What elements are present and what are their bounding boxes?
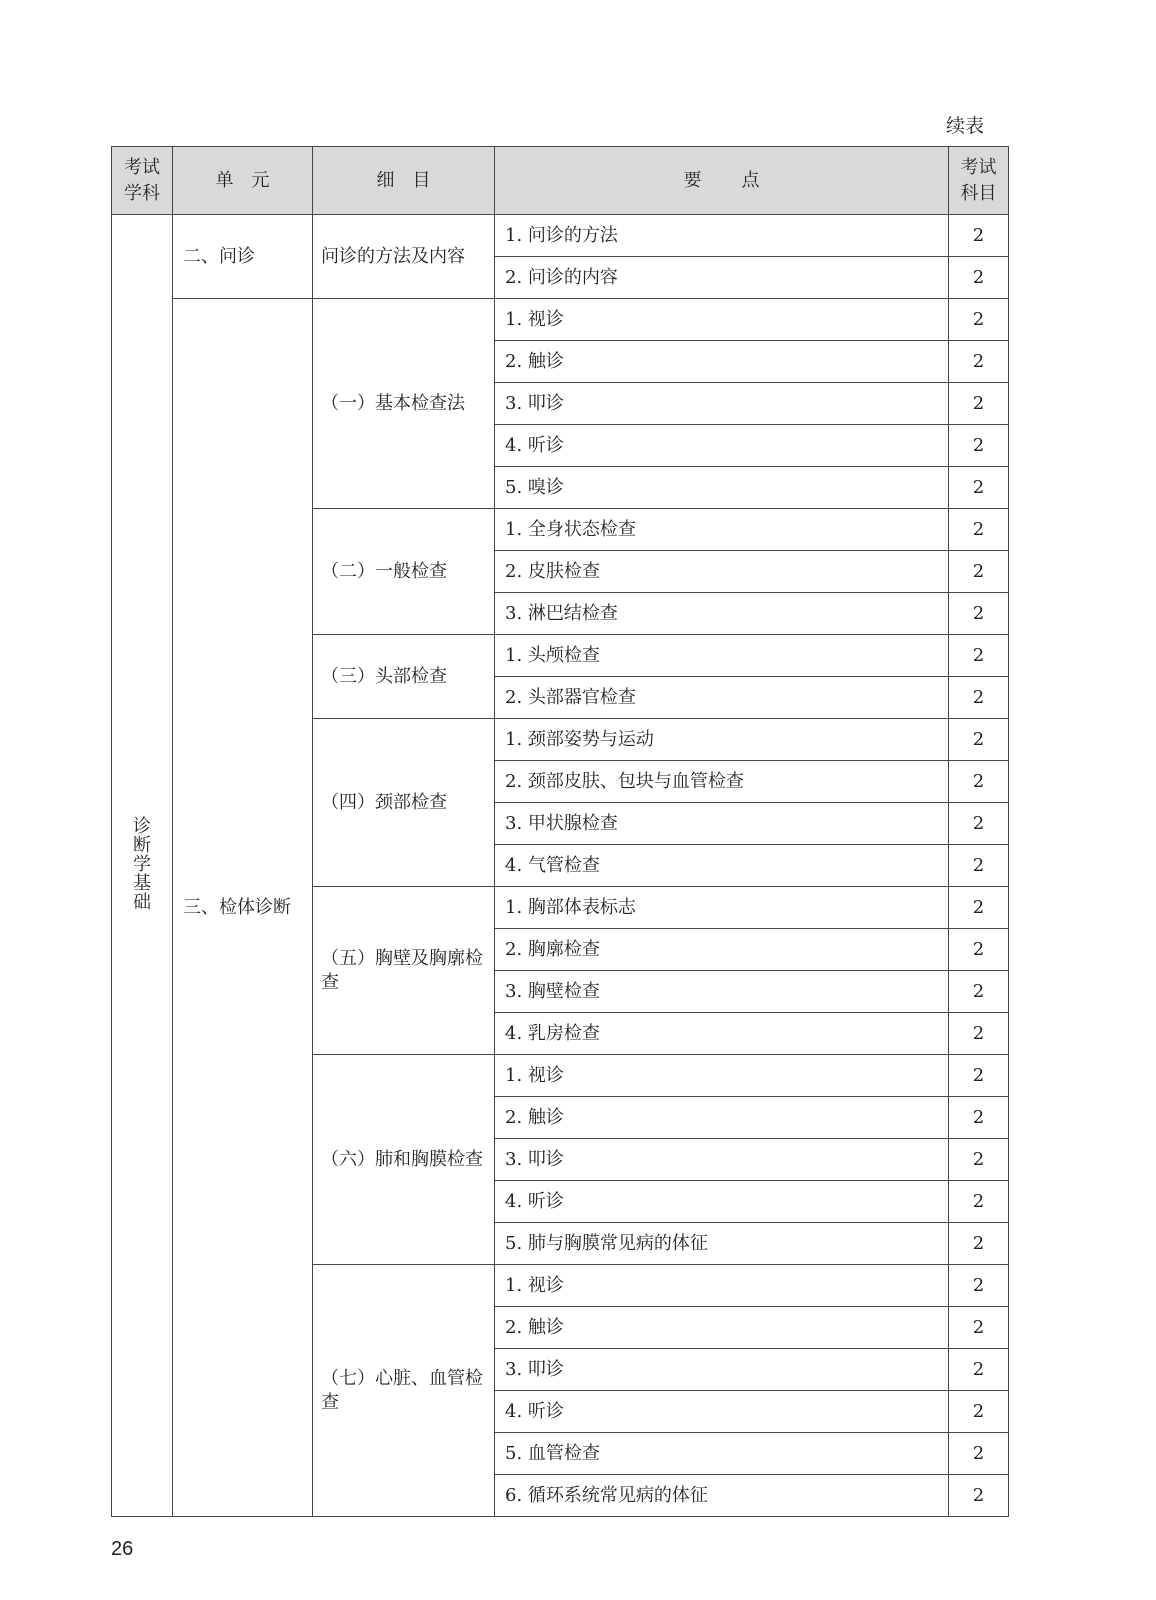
table-row bbox=[112, 215, 1009, 257]
point-cell: 3. 淋巴结检查 bbox=[495, 593, 949, 635]
point-cell: 4. 乳房检查 bbox=[495, 1013, 949, 1055]
point-cell: 5. 血管检查 bbox=[495, 1433, 949, 1475]
detail-cell: （七）心脏、血管检查 bbox=[313, 1265, 495, 1517]
paper-cell: 2 bbox=[949, 215, 1009, 257]
paper-cell: 2 bbox=[949, 1013, 1009, 1055]
point-cell: 2. 触诊 bbox=[495, 1307, 949, 1349]
paper-cell: 2 bbox=[949, 761, 1009, 803]
paper-cell: 2 bbox=[949, 593, 1009, 635]
point-cell: 3. 甲状腺检查 bbox=[495, 803, 949, 845]
point-cell: 2. 触诊 bbox=[495, 341, 949, 383]
paper-cell: 2 bbox=[949, 1307, 1009, 1349]
paper-cell: 2 bbox=[949, 803, 1009, 845]
paper-cell: 2 bbox=[949, 929, 1009, 971]
point-cell: 4. 听诊 bbox=[495, 1391, 949, 1433]
paper-cell: 2 bbox=[949, 1055, 1009, 1097]
header-row bbox=[112, 147, 1009, 215]
point-cell: 2. 胸廓检查 bbox=[495, 929, 949, 971]
paper-cell: 2 bbox=[949, 1265, 1009, 1307]
paper-cell: 2 bbox=[949, 551, 1009, 593]
point-cell: 1. 颈部姿势与运动 bbox=[495, 719, 949, 761]
point-cell: 2. 触诊 bbox=[495, 1097, 949, 1139]
subject-label: 诊断学基础 bbox=[133, 815, 151, 913]
header-paper: 考试科目 bbox=[949, 147, 1009, 215]
paper-cell: 2 bbox=[949, 341, 1009, 383]
point-cell: 6. 循环系统常见病的体征 bbox=[495, 1475, 949, 1517]
header-unit: 单元 bbox=[173, 147, 313, 215]
point-cell: 2. 问诊的内容 bbox=[495, 257, 949, 299]
detail-cell: （二）一般检查 bbox=[313, 509, 495, 635]
point-cell: 2. 颈部皮肤、包块与血管检查 bbox=[495, 761, 949, 803]
paper-cell: 2 bbox=[949, 257, 1009, 299]
paper-cell: 2 bbox=[949, 677, 1009, 719]
outline-body bbox=[112, 215, 1009, 1517]
point-cell: 1. 视诊 bbox=[495, 1265, 949, 1307]
point-cell: 2. 头部器官检查 bbox=[495, 677, 949, 719]
paper-cell: 2 bbox=[949, 845, 1009, 887]
point-cell: 1. 全身状态检查 bbox=[495, 509, 949, 551]
point-cell: 3. 叩诊 bbox=[495, 383, 949, 425]
paper-cell: 2 bbox=[949, 719, 1009, 761]
point-cell: 1. 头颅检查 bbox=[495, 635, 949, 677]
paper-cell: 2 bbox=[949, 299, 1009, 341]
page-number: 26 bbox=[111, 1538, 134, 1560]
paper-cell: 2 bbox=[949, 1475, 1009, 1517]
point-cell: 4. 听诊 bbox=[495, 1181, 949, 1223]
paper-cell: 2 bbox=[949, 635, 1009, 677]
paper-cell: 2 bbox=[949, 1097, 1009, 1139]
point-cell: 3. 叩诊 bbox=[495, 1349, 949, 1391]
table-row bbox=[112, 299, 1009, 341]
detail-cell: （六）肺和胸膜检查 bbox=[313, 1055, 495, 1265]
point-cell: 4. 听诊 bbox=[495, 425, 949, 467]
point-cell: 5. 嗅诊 bbox=[495, 467, 949, 509]
point-cell: 3. 叩诊 bbox=[495, 1139, 949, 1181]
header-points: 要点 bbox=[495, 147, 949, 215]
detail-cell: （一）基本检查法 bbox=[313, 299, 495, 509]
paper-cell: 2 bbox=[949, 1349, 1009, 1391]
exam-outline-table bbox=[111, 146, 1009, 1517]
detail-cell: （五）胸壁及胸廓检查 bbox=[313, 887, 495, 1055]
paper-cell: 2 bbox=[949, 1223, 1009, 1265]
point-cell: 2. 皮肤检查 bbox=[495, 551, 949, 593]
paper-cell: 2 bbox=[949, 1433, 1009, 1475]
paper-cell: 2 bbox=[949, 887, 1009, 929]
subject-cell bbox=[112, 215, 173, 1517]
point-cell: 5. 肺与胸膜常见病的体征 bbox=[495, 1223, 949, 1265]
unit-cell: 三、检体诊断 bbox=[173, 299, 313, 1517]
detail-cell: （四）颈部检查 bbox=[313, 719, 495, 887]
paper-cell: 2 bbox=[949, 509, 1009, 551]
paper-cell: 2 bbox=[949, 1181, 1009, 1223]
header-detail: 细目 bbox=[313, 147, 495, 215]
point-cell: 1. 问诊的方法 bbox=[495, 215, 949, 257]
point-cell: 1. 胸部体表标志 bbox=[495, 887, 949, 929]
point-cell: 4. 气管检查 bbox=[495, 845, 949, 887]
paper-cell: 2 bbox=[949, 1139, 1009, 1181]
point-cell: 3. 胸壁检查 bbox=[495, 971, 949, 1013]
unit-cell: 二、问诊 bbox=[173, 215, 313, 299]
continued-table-label: 续表 bbox=[946, 115, 985, 137]
detail-cell: 问诊的方法及内容 bbox=[313, 215, 495, 299]
paper-cell: 2 bbox=[949, 467, 1009, 509]
paper-cell: 2 bbox=[949, 425, 1009, 467]
detail-cell: （三）头部检查 bbox=[313, 635, 495, 719]
paper-cell: 2 bbox=[949, 383, 1009, 425]
header-subject: 考试学科 bbox=[112, 147, 173, 215]
point-cell: 1. 视诊 bbox=[495, 1055, 949, 1097]
paper-cell: 2 bbox=[949, 1391, 1009, 1433]
paper-cell: 2 bbox=[949, 971, 1009, 1013]
point-cell: 1. 视诊 bbox=[495, 299, 949, 341]
